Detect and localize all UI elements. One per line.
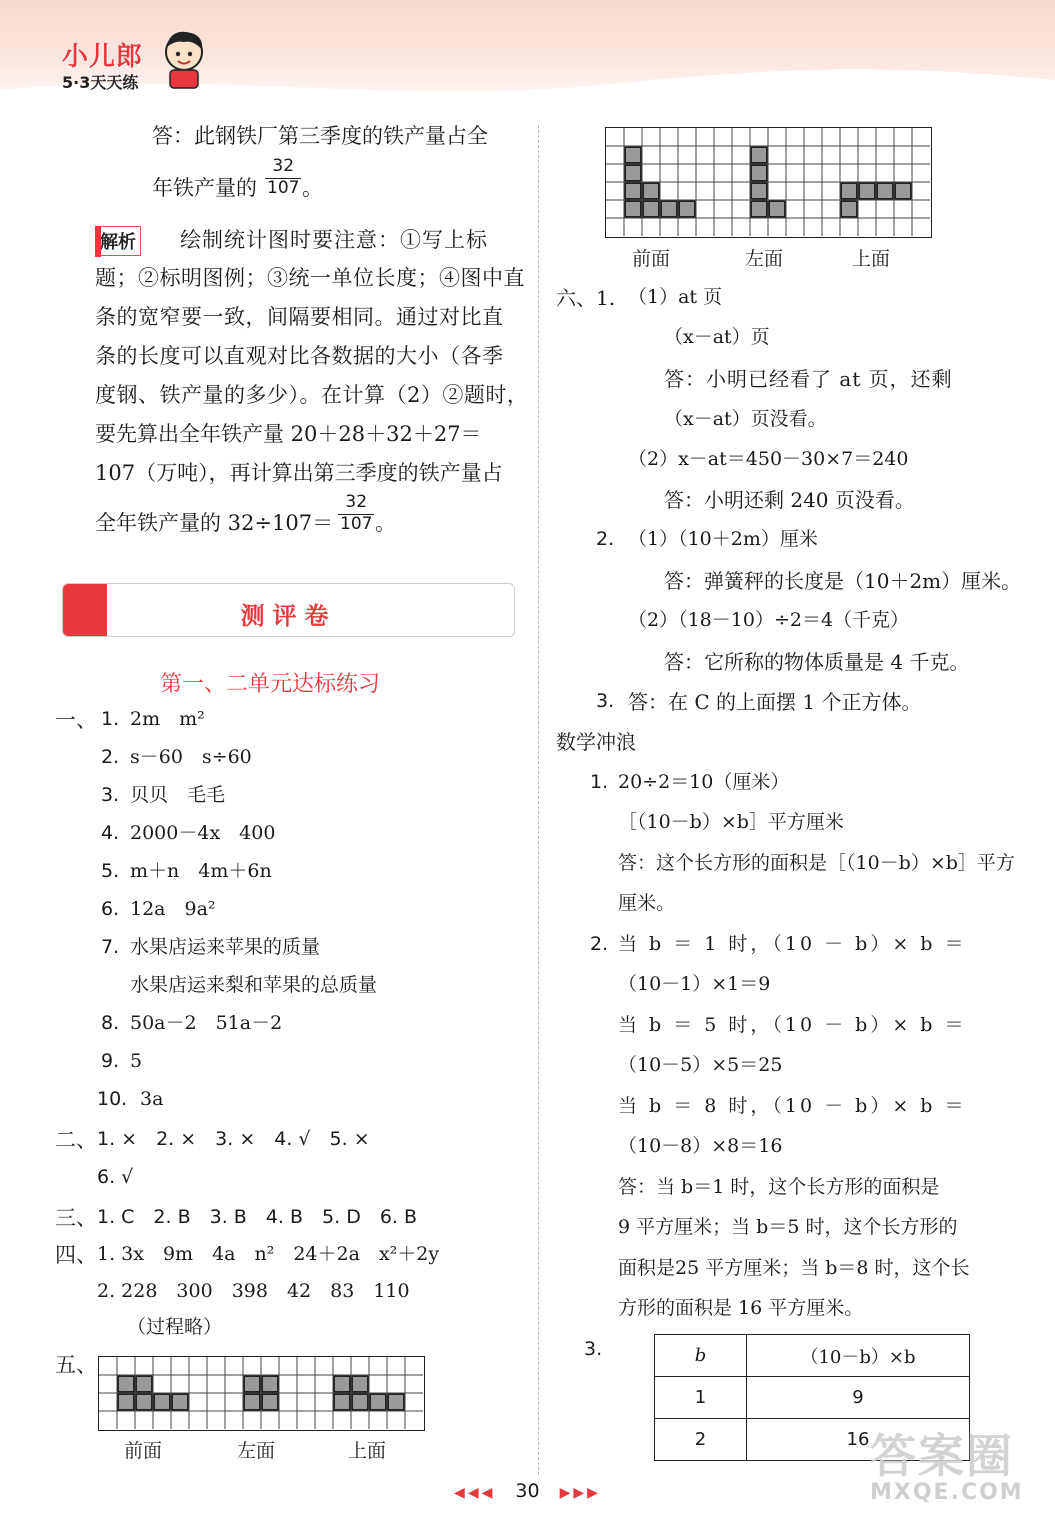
- column-divider: [538, 125, 539, 1475]
- question-number: 二、: [55, 1128, 97, 1152]
- grid-drawing: [99, 1357, 423, 1429]
- grid-square: [172, 1394, 188, 1410]
- answer-line: （10－8）×8＝16: [618, 1135, 783, 1157]
- question-number: 四、: [55, 1243, 97, 1267]
- item-answer: s－60 s÷60: [130, 746, 252, 768]
- answer-line: 答：此钢铁厂第三季度的铁产量占全: [152, 124, 488, 148]
- table-cell: 2: [655, 1419, 747, 1461]
- answer-line: 答：这个长方形的面积是［（10－b）×b］平方: [618, 852, 1015, 874]
- item-number: 1.: [101, 708, 120, 730]
- view-label: 上面: [852, 248, 891, 270]
- watermark-text: 答案圈: [870, 1429, 1014, 1483]
- answer-line: 年铁产量的: [152, 176, 257, 200]
- item-answer: 水果店运来梨和苹果的总质量: [130, 974, 378, 996]
- question-number: 五、: [55, 1353, 97, 1377]
- analysis-text: 条的长度可以直观对比各数据的大小（各季: [95, 344, 504, 368]
- grid-square: [388, 1394, 404, 1410]
- grid-square: [769, 201, 785, 217]
- item-number: 10.: [97, 1088, 128, 1110]
- grid-square: [118, 1394, 134, 1410]
- item-answer: 5: [130, 1050, 143, 1072]
- answer-line: 答：小明还剩 240 页没看。: [664, 488, 915, 512]
- answer-line: 面积是25 平方厘米；当 b＝8 时，这个长: [618, 1257, 970, 1279]
- banner-title: 测评卷: [240, 602, 337, 630]
- view-label: 前面: [632, 248, 671, 270]
- view-grid-left: [98, 1356, 425, 1431]
- grid-square: [352, 1376, 368, 1392]
- fraction: [265, 158, 301, 198]
- subsection-title: 数学冲浪: [556, 730, 636, 754]
- brand-logo: 小儿郎: [62, 42, 144, 72]
- answer-line: （10－1）×1＝9: [618, 973, 771, 995]
- answer-line: 当 b ＝ 1 时，（10 － b）× b ＝: [618, 933, 967, 955]
- item-answer: 50a－2 51a－2: [130, 1012, 283, 1034]
- analysis-tag: 解析: [95, 226, 141, 256]
- grid-square: [625, 165, 641, 181]
- grid-square: [262, 1394, 278, 1410]
- grid-square: [841, 201, 857, 217]
- answer-line: 答：在 C 的上面摆 1 个正方体。: [628, 690, 922, 714]
- prev-arrows-icon: ◀◀◀: [454, 1485, 496, 1501]
- mascot-boy-icon: [160, 28, 208, 90]
- answer-line: 答：它所称的物体质量是 4 千克。: [664, 650, 970, 674]
- answer-line: 当 b ＝ 8 时，（10 － b）× b ＝: [618, 1095, 967, 1117]
- watermark-url: MXQE.COM: [870, 1480, 1024, 1505]
- fraction-denominator: 107: [267, 177, 300, 198]
- grid-square: [895, 183, 911, 199]
- item-answer: 2000－4x 400: [130, 822, 276, 844]
- grid-square: [859, 183, 875, 199]
- answer-line: 答：小明已经看了 at 页，还剩: [664, 367, 953, 391]
- grid-square: [751, 183, 767, 199]
- view-label: 左面: [237, 1440, 276, 1462]
- punctuation: 。: [375, 511, 396, 535]
- grid-square: [118, 1376, 134, 1392]
- table-header-row: [655, 1335, 970, 1377]
- answer-line: 方形的面积是 16 平方厘米。: [618, 1297, 864, 1319]
- grid-square: [751, 165, 767, 181]
- item-answer: 3a: [140, 1088, 164, 1110]
- grid-square: [154, 1394, 170, 1410]
- grid-square: [625, 201, 641, 217]
- grid-square: [352, 1394, 368, 1410]
- answer-line: 1. × 2. × 3. × 4. √ 5. ×: [97, 1128, 370, 1150]
- grid-square: [370, 1394, 386, 1410]
- answer-line: 1. 3x 9m 4a n² 24＋2a x²＋2y: [97, 1243, 440, 1265]
- item-answer: 12a 9a²: [130, 898, 216, 920]
- answer-line: 答：当 b＝1 时，这个长方形的面积是: [618, 1176, 940, 1198]
- question-number: 3.: [596, 690, 615, 712]
- view-label: 左面: [745, 248, 784, 270]
- grid-square: [334, 1394, 350, 1410]
- view-grid-right: [605, 127, 932, 238]
- grid-square: [136, 1394, 152, 1410]
- analysis-text: 绘制统计图时要注意：①写上标: [180, 228, 488, 252]
- analysis-text: 要先算出全年铁产量 20＋28＋32＋27＝: [95, 422, 482, 446]
- answer-line: （x－at）页没看。: [664, 408, 827, 430]
- answer-line: 20÷2＝10（厘米）: [618, 771, 790, 793]
- test-banner: [62, 583, 515, 637]
- grid-square: [136, 1376, 152, 1392]
- grid-square: [643, 183, 659, 199]
- table-cell: 16: [747, 1419, 970, 1461]
- item-number: 7.: [101, 936, 120, 958]
- grid-square: [751, 147, 767, 163]
- answer-line: （x－at）页: [664, 326, 770, 348]
- table-cell: 1: [655, 1377, 747, 1419]
- answer-line: ［（10－b）×b］平方厘米: [618, 811, 844, 833]
- section-title: 第一、二单元达标练习: [160, 672, 381, 697]
- grid-square: [244, 1376, 260, 1392]
- fraction: [338, 494, 374, 534]
- grid-square: [334, 1376, 350, 1392]
- item-number: 3.: [101, 784, 120, 806]
- question-number: 三、: [55, 1206, 97, 1230]
- punctuation: 。: [302, 176, 323, 200]
- grid-square: [262, 1376, 278, 1392]
- grid-square: [643, 201, 659, 217]
- answer-line: 当 b ＝ 5 时，（10 － b）× b ＝: [618, 1014, 967, 1036]
- item-number: 4.: [101, 822, 120, 844]
- item-number: 5.: [101, 860, 120, 882]
- answer-line: 答：弹簧秤的长度是（10＋2m）厘米。: [664, 569, 1022, 593]
- answer-line: （2）（18－10）÷2＝4（千克）: [628, 609, 910, 631]
- page-header: [0, 0, 1055, 110]
- item-number: 8.: [101, 1012, 120, 1034]
- fraction-numerator: 32: [272, 156, 295, 176]
- answer-line: （1）（10＋2m）厘米: [628, 528, 818, 550]
- grid-square: [625, 183, 641, 199]
- analysis-text: 题；②标明图例；③统一单位长度；④图中直: [95, 266, 525, 290]
- question-number: 3.: [584, 1338, 603, 1360]
- analysis-text: 度钢、铁产量的多少）。在计算（2）②题时，: [95, 383, 529, 407]
- analysis-text: 107（万吨），再计算出第三季度的铁产量占: [95, 461, 503, 485]
- question-number: 一、: [55, 708, 97, 732]
- grid-square: [625, 147, 641, 163]
- header-wave-decoration: [0, 60, 1055, 110]
- next-arrows-icon: ▶▶▶: [559, 1485, 601, 1501]
- fraction-denominator: 107: [340, 513, 373, 534]
- grid-square: [877, 183, 893, 199]
- grid-square: [679, 201, 695, 217]
- question-number: 六、1.: [556, 286, 616, 310]
- question-number: 2.: [596, 528, 615, 550]
- table-header-cell: （10－b）×b: [747, 1335, 970, 1377]
- answer-line: 9 平方厘米；当 b＝5 时，这个长方形的: [618, 1216, 958, 1238]
- grid-square: [661, 201, 677, 217]
- question-number: 2.: [590, 933, 609, 955]
- answer-line: 厘米。: [618, 892, 676, 914]
- grid-square: [751, 201, 767, 217]
- item-answer: m＋n 4m＋6n: [130, 860, 272, 882]
- answer-line: 2. 228 300 398 42 83 110: [97, 1280, 410, 1302]
- view-label: 前面: [124, 1440, 163, 1462]
- watermark: [870, 1420, 1024, 1505]
- item-number: 6.: [101, 898, 120, 920]
- page-number: 30: [515, 1480, 540, 1502]
- table-row: [655, 1377, 970, 1419]
- answer-line: （1）at 页: [628, 286, 723, 308]
- item-answer: 水果店运来苹果的质量: [130, 936, 321, 958]
- view-label: 上面: [348, 1440, 387, 1462]
- item-answer: 贝贝 毛毛: [130, 784, 226, 806]
- answer-line: （10－5）×5＝25: [618, 1054, 783, 1076]
- grid-square: [244, 1394, 260, 1410]
- answer-line: 6. √: [97, 1166, 134, 1188]
- series-name: 5·3天天练: [62, 73, 139, 92]
- analysis-text: 全年铁产量的 32÷107＝: [95, 511, 334, 535]
- analysis-text: 条的宽窄要一致，间隔要相同。通过对比直: [95, 305, 504, 329]
- item-answer: 2m m²: [130, 708, 205, 730]
- table-header-cell: b: [655, 1335, 747, 1377]
- fraction-numerator: 32: [345, 492, 368, 512]
- grid-drawing: [606, 128, 930, 236]
- question-number: 1.: [590, 771, 609, 793]
- answer-line: （2）x－at＝450－30×7＝240: [628, 448, 909, 470]
- grid-square: [841, 183, 857, 199]
- answer-line: （过程略）: [127, 1316, 223, 1338]
- table-cell: 9: [747, 1377, 970, 1419]
- item-number: 2.: [101, 746, 120, 768]
- item-number: 9.: [101, 1050, 120, 1072]
- answer-line: 1. C 2. B 3. B 4. B 5. D 6. B: [97, 1206, 418, 1228]
